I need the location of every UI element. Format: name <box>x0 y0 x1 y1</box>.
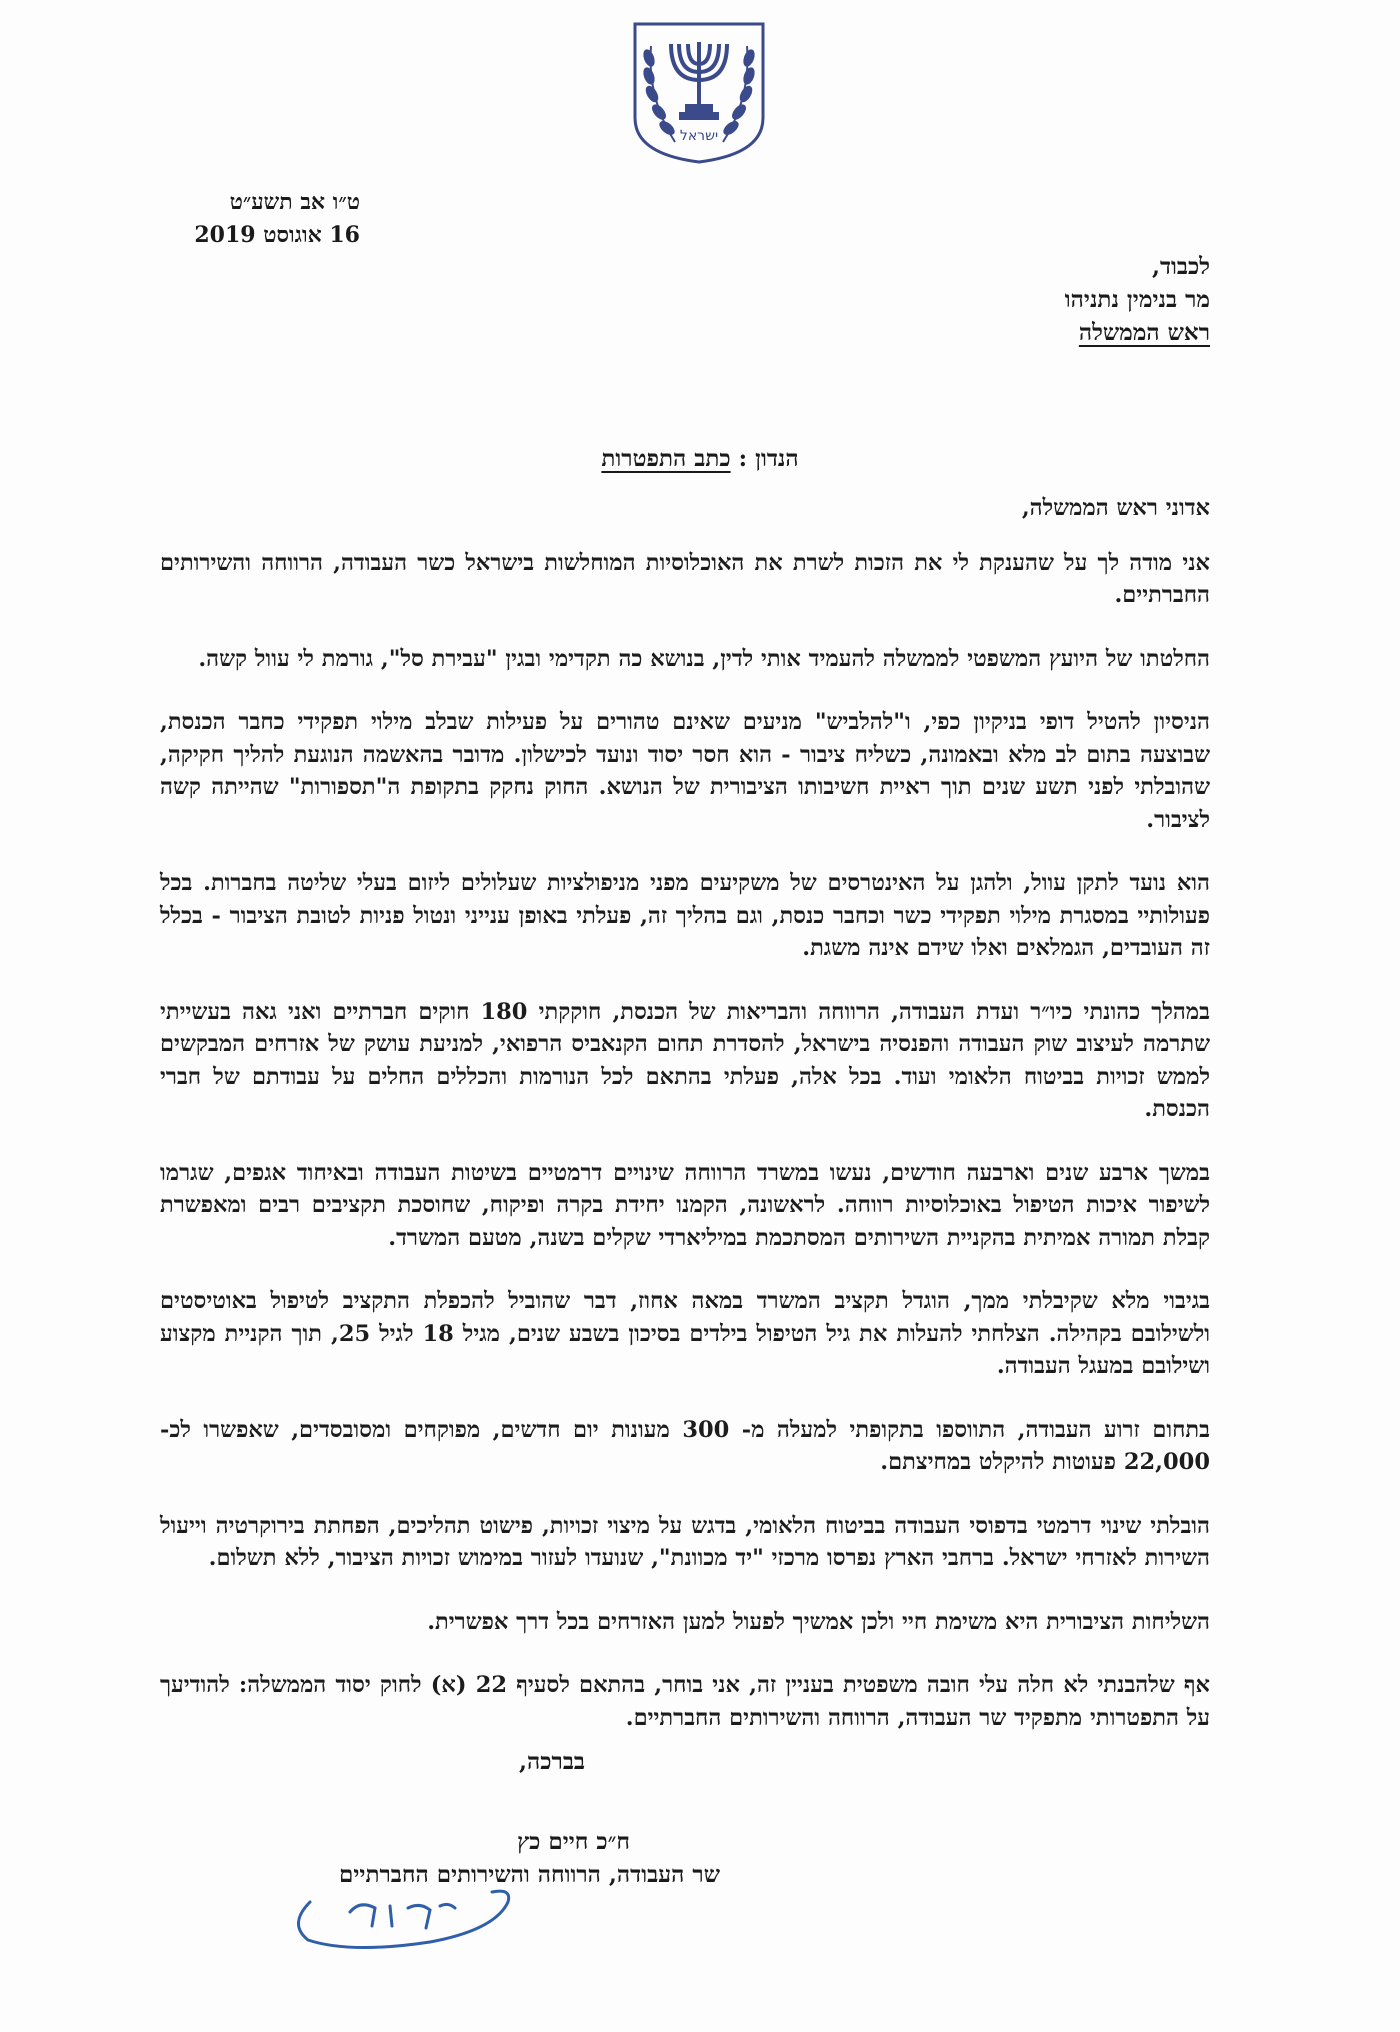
recipient-title: ראש הממשלה <box>1078 319 1210 346</box>
signer-role: שר העבודה, הרווחה והשירותים החברתיים <box>339 1861 720 1888</box>
subject-text: כתב התפטרות <box>601 445 731 472</box>
body-paragraph: החלטתו של היועץ המשפטי לממשלה להעמיד אותי לדין, בנושא כה תקדימי ובגין "עבירת סל", גורמת לי עוול קשה. <box>198 645 1210 672</box>
body-paragraph: במשך ארבע שנים וארבעה חודשים, נעשו במשרד הרווחה שינויים דרמטיים בשיטות העבודה ובאיחוד אגפים, שגרמו לשיפור איכות הטיפול באוכלוסיות רווחה. לראשונה, הקמנו יחידת בקרה ופיקוח, שחוסכת תקציבים רבים ומאפשרת קבלת תמורה אמיתית בהקניית השירותים המסתכמת במיליארדי שקלים בשנה, מטעם המשרד. <box>160 1159 1210 1251</box>
greeting: אדוני ראש הממשלה, <box>1021 495 1210 521</box>
handwritten-signature-icon <box>280 1862 520 1957</box>
subject-line <box>0 445 1400 472</box>
body-paragraph: אף שלהבנתי לא חלה עלי חובה משפטית בעניין זה, אני בוחר, בהתאם לסעיף 22 (א) לחוק יסוד הממשלה: להודיעך על התפטרותי מתפקיד שר העבודה, הרווחה והשירותים החברתיים. <box>160 1672 1210 1731</box>
body-paragraph: הניסיון להטיל דופי בניקיון כפי, ו"להלביש" מניעים שאינם טהורים על פעילות שבלב מילוי תפקידי כחבר הכנסת, שבוצעה בתום לב מלא ובאמונה, כשליח ציבור - הוא חסר יסוד ונועד לכישלון. מדובר בהאשמה הנוגעת להליך חקיקה, שהובלתי לפני תשע שנים תוך ראיית חשיבותו הציבורית של הנושא. החוק נחקק בתקופת ה"תספורות" שהייתה קשה לציבור. <box>160 709 1210 833</box>
signer-name: ח״כ חיים כץ <box>517 1828 630 1855</box>
recipient-name: מר בנימין נתניהו <box>1064 286 1210 313</box>
body-paragraph: אני מודה לך על שהענקת לי את הזכות לשרת את האוכלוסיות המוחלשות בישראל כשר העבודה, הרווחה והשירותים החברתיים. <box>160 549 1210 608</box>
hebrew-date: ט״ו אב תשע״ט <box>229 189 360 215</box>
closing-regards: בברכה, <box>519 1748 585 1775</box>
emblem-inscription: ישראל <box>679 128 719 144</box>
body-paragraph: בגיבוי מלא שקיבלתי ממך, הוגדל תקציב המשרד במאה אחוז, דבר שהוביל להכפלת התקציב לטיפול באוטיסטים ולשילובם בקהילה. הצלחתי להעלות את גיל הטיפול בילדים בסיכון בשבע שנים, מגיל 18 לגיל 25, תוך הקניית מקצוע ושילובם במעגל העבודה. <box>160 1288 1211 1379</box>
body-paragraph: הוא נועד לתקן עוול, ולהגן על האינטרסים של משקיעים מפני מניפולציות שעלולים ליזום בעלי שליטה בחברות. בכל פעולותיי במסגרת מילוי תפקידי כשר וכחבר כנסת, וגם בהליך זה, פעלתי באופן ענייני ונטול פניות לטובת הציבור - בכלל זה העובדים, הגמלאים ואלו שידם אינה משגת. <box>160 870 1210 961</box>
subject-label: הנדון : <box>738 445 799 472</box>
body-paragraph: במהלך כהונתי כיו״ר ועדת העבודה, הרווחה והבריאות של הכנסת, חוקקתי 180 חוקים חברתיים ואני גאה בעשייתי שתרמה לעיצוב שוק העבודה והפנסיה בישראל, להסדרת תחום הקנאביס הרפואי, למניעת עושק של אזרחים המבקשים לממש זכויות בביטוח הלאומי ועוד. בכל אלה, פעלתי בהתאם לכל הנורמות והכללים החלים על עבודתם של חברי הכנסת. <box>160 998 1210 1122</box>
gregorian-date: 16 אוגוסט 2019 <box>194 222 360 248</box>
body-paragraph: בתחום זרוע העבודה, התווספו בתקופתי למעלה מ- 300 מעונות יום חדשים, מפוקחים ומסובסדים, שאפשרו לכ- 22,000 פעוטות להיקלט במחיצתם. <box>160 1416 1210 1475</box>
body-paragraph: הובלתי שינוי דרמטי בדפוסי העבודה בביטוח הלאומי, בדגש על מיצוי זכויות, פישוט תהליכים, הפחתת בירוקרטיה וייעול השירות לאזרחי ישראל. ברחבי הארץ נפרסו מרכזי "יד מכוונת", שנועדו לעזור במימוש זכויות הציבור, ללא תשלום. <box>160 1512 1210 1571</box>
body-paragraph: השליחות הציבורית היא משימת חיי ולכן אמשיך לפעול למען האזרחים בכל דרך אפשרית. <box>427 1608 1210 1635</box>
recipient-block <box>1065 250 1210 349</box>
date-block <box>160 186 360 252</box>
letter-body <box>160 492 1210 1765</box>
recipient-salutation: לכבוד, <box>1151 253 1210 280</box>
state-of-israel-emblem-icon <box>629 18 769 166</box>
